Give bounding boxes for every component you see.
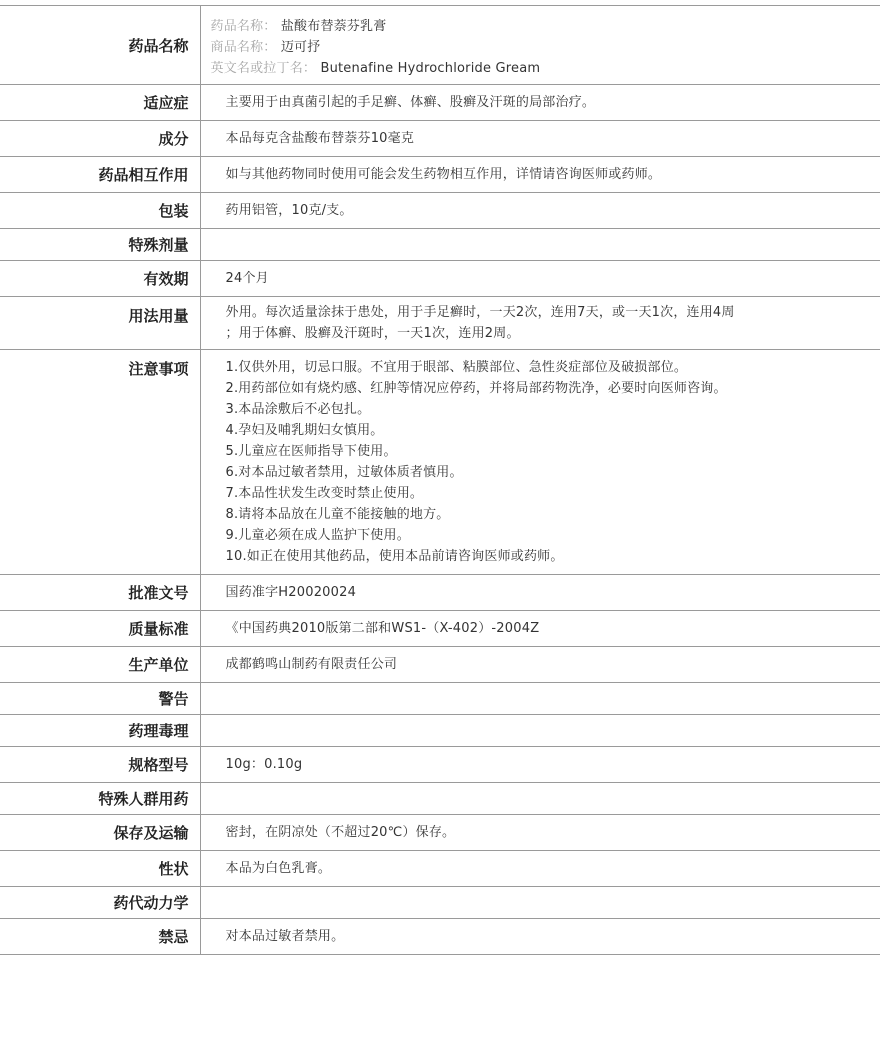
row-label: 注意事项 <box>0 350 200 575</box>
generic-name-line <box>211 16 871 37</box>
row-value <box>200 683 880 715</box>
row-special-dosage <box>0 229 880 261</box>
row-label: 适应症 <box>0 85 200 121</box>
list-item: 2.用药部位如有烧灼感、红肿等情况应停药，并将局部药物洗净，必要时向医师咨询。 <box>225 381 727 396</box>
row-value: 主要用于由真菌引起的手足癣、体癣、股癣及汗斑的局部治疗。 <box>225 95 596 110</box>
usage-line-2: ；用于体癣、股癣及汗斑时，一天1次，连用2周。 <box>225 326 520 341</box>
english-name-value: Butenafine Hydrochloride Gream <box>320 61 541 76</box>
drug-info-table <box>0 5 880 955</box>
english-name-key: 英文名或拉丁名： <box>210 61 317 76</box>
list-item: 8.请将本品放在儿童不能接触的地方。 <box>225 507 450 522</box>
list-item: 5.儿童应在医师指导下使用。 <box>225 444 397 459</box>
row-usage <box>0 297 880 350</box>
generic-name-value: 盐酸布替萘芬乳膏 <box>280 19 387 34</box>
list-item: 10.如正在使用其他药品，使用本品前请咨询医师或药师。 <box>225 549 564 564</box>
list-item: 3.本品涂敷后不必包扎。 <box>225 402 371 417</box>
usage-line-1: 外用。每次适量涂抹于患处，用于手足癣时，一天2次，连用7天，或一天1次，连用4周 <box>225 305 735 320</box>
row-value <box>200 229 880 261</box>
row-value <box>200 297 880 350</box>
row-value: 《中国药典2010版第二部和WS1-（X-402）-2004Z <box>225 621 540 636</box>
row-label: 禁忌 <box>0 919 200 955</box>
row-label: 药理毒理 <box>0 715 200 747</box>
row-label: 药代动力学 <box>0 887 200 919</box>
row-warning <box>0 683 880 715</box>
row-drug-names <box>0 6 880 85</box>
row-label: 警告 <box>0 683 200 715</box>
row-value: 本品每克含盐酸布替萘芬10毫克 <box>225 131 415 146</box>
row-value: 如与其他药物同时使用可能会发生药物相互作用，详情请咨询医师或药师。 <box>225 167 662 182</box>
row-label: 生产单位 <box>0 647 200 683</box>
row-label: 特殊人群用药 <box>0 783 200 815</box>
trade-name-value: 迈可抒 <box>280 40 321 55</box>
trade-name-key: 商品名称： <box>210 40 277 55</box>
row-package <box>0 193 880 229</box>
trade-name-line <box>211 37 871 58</box>
row-value: 对本品过敏者禁用。 <box>225 929 345 944</box>
row-value: 成都鹤鸣山制药有限责任公司 <box>225 657 398 672</box>
row-specification <box>0 747 880 783</box>
row-label: 保存及运输 <box>0 815 200 851</box>
row-value <box>200 887 880 919</box>
row-value <box>200 715 880 747</box>
list-item: 9.儿童必须在成人监护下使用。 <box>225 528 410 543</box>
row-label: 性状 <box>0 851 200 887</box>
row-value: 密封，在阴凉处（不超过20℃）保存。 <box>225 825 456 840</box>
row-label: 批准文号 <box>0 575 200 611</box>
row-label: 规格型号 <box>0 747 200 783</box>
precaution-list <box>226 357 871 567</box>
row-toxicology <box>0 715 880 747</box>
row-label: 特殊剂量 <box>0 229 200 261</box>
row-value: 国药准字H20020024 <box>225 585 357 600</box>
drug-info-sheet <box>0 5 880 955</box>
row-label: 药品相互作用 <box>0 157 200 193</box>
row-value <box>200 783 880 815</box>
list-item: 4.孕妇及哺乳期妇女慎用。 <box>225 423 384 438</box>
row-appearance <box>0 851 880 887</box>
row-indication <box>0 85 880 121</box>
row-value: 药用铝管，10克/支。 <box>225 203 353 218</box>
list-item: 1.仅供外用，切忌口服。不宜用于眼部、粘膜部位、急性炎症部位及破损部位。 <box>225 360 688 375</box>
row-label: 成分 <box>0 121 200 157</box>
row-label: 用法用量 <box>0 297 200 350</box>
row-value <box>200 350 880 575</box>
row-approval <box>0 575 880 611</box>
row-precautions <box>0 350 880 575</box>
row-storage <box>0 815 880 851</box>
row-label: 包装 <box>0 193 200 229</box>
row-value: 本品为白色乳膏。 <box>225 861 332 876</box>
generic-name-key: 药品名称： <box>210 19 277 34</box>
row-value: 24个月 <box>225 271 269 286</box>
row-validity <box>0 261 880 297</box>
row-label: 有效期 <box>0 261 200 297</box>
drug-names-cell <box>200 6 880 85</box>
english-name-line <box>211 58 871 79</box>
row-value: 10g：0.10g <box>225 757 303 772</box>
row-standard <box>0 611 880 647</box>
row-special-population <box>0 783 880 815</box>
list-item: 6.对本品过敏者禁用，过敏体质者慎用。 <box>225 465 463 480</box>
row-manufacturer <box>0 647 880 683</box>
list-item: 7.本品性状发生改变时禁止使用。 <box>225 486 424 501</box>
row-composition <box>0 121 880 157</box>
row-contraindication <box>0 919 880 955</box>
row-pharmacokinetics <box>0 887 880 919</box>
row-label: 质量标准 <box>0 611 200 647</box>
row-interaction <box>0 157 880 193</box>
row-label: 药品名称 <box>0 6 200 85</box>
